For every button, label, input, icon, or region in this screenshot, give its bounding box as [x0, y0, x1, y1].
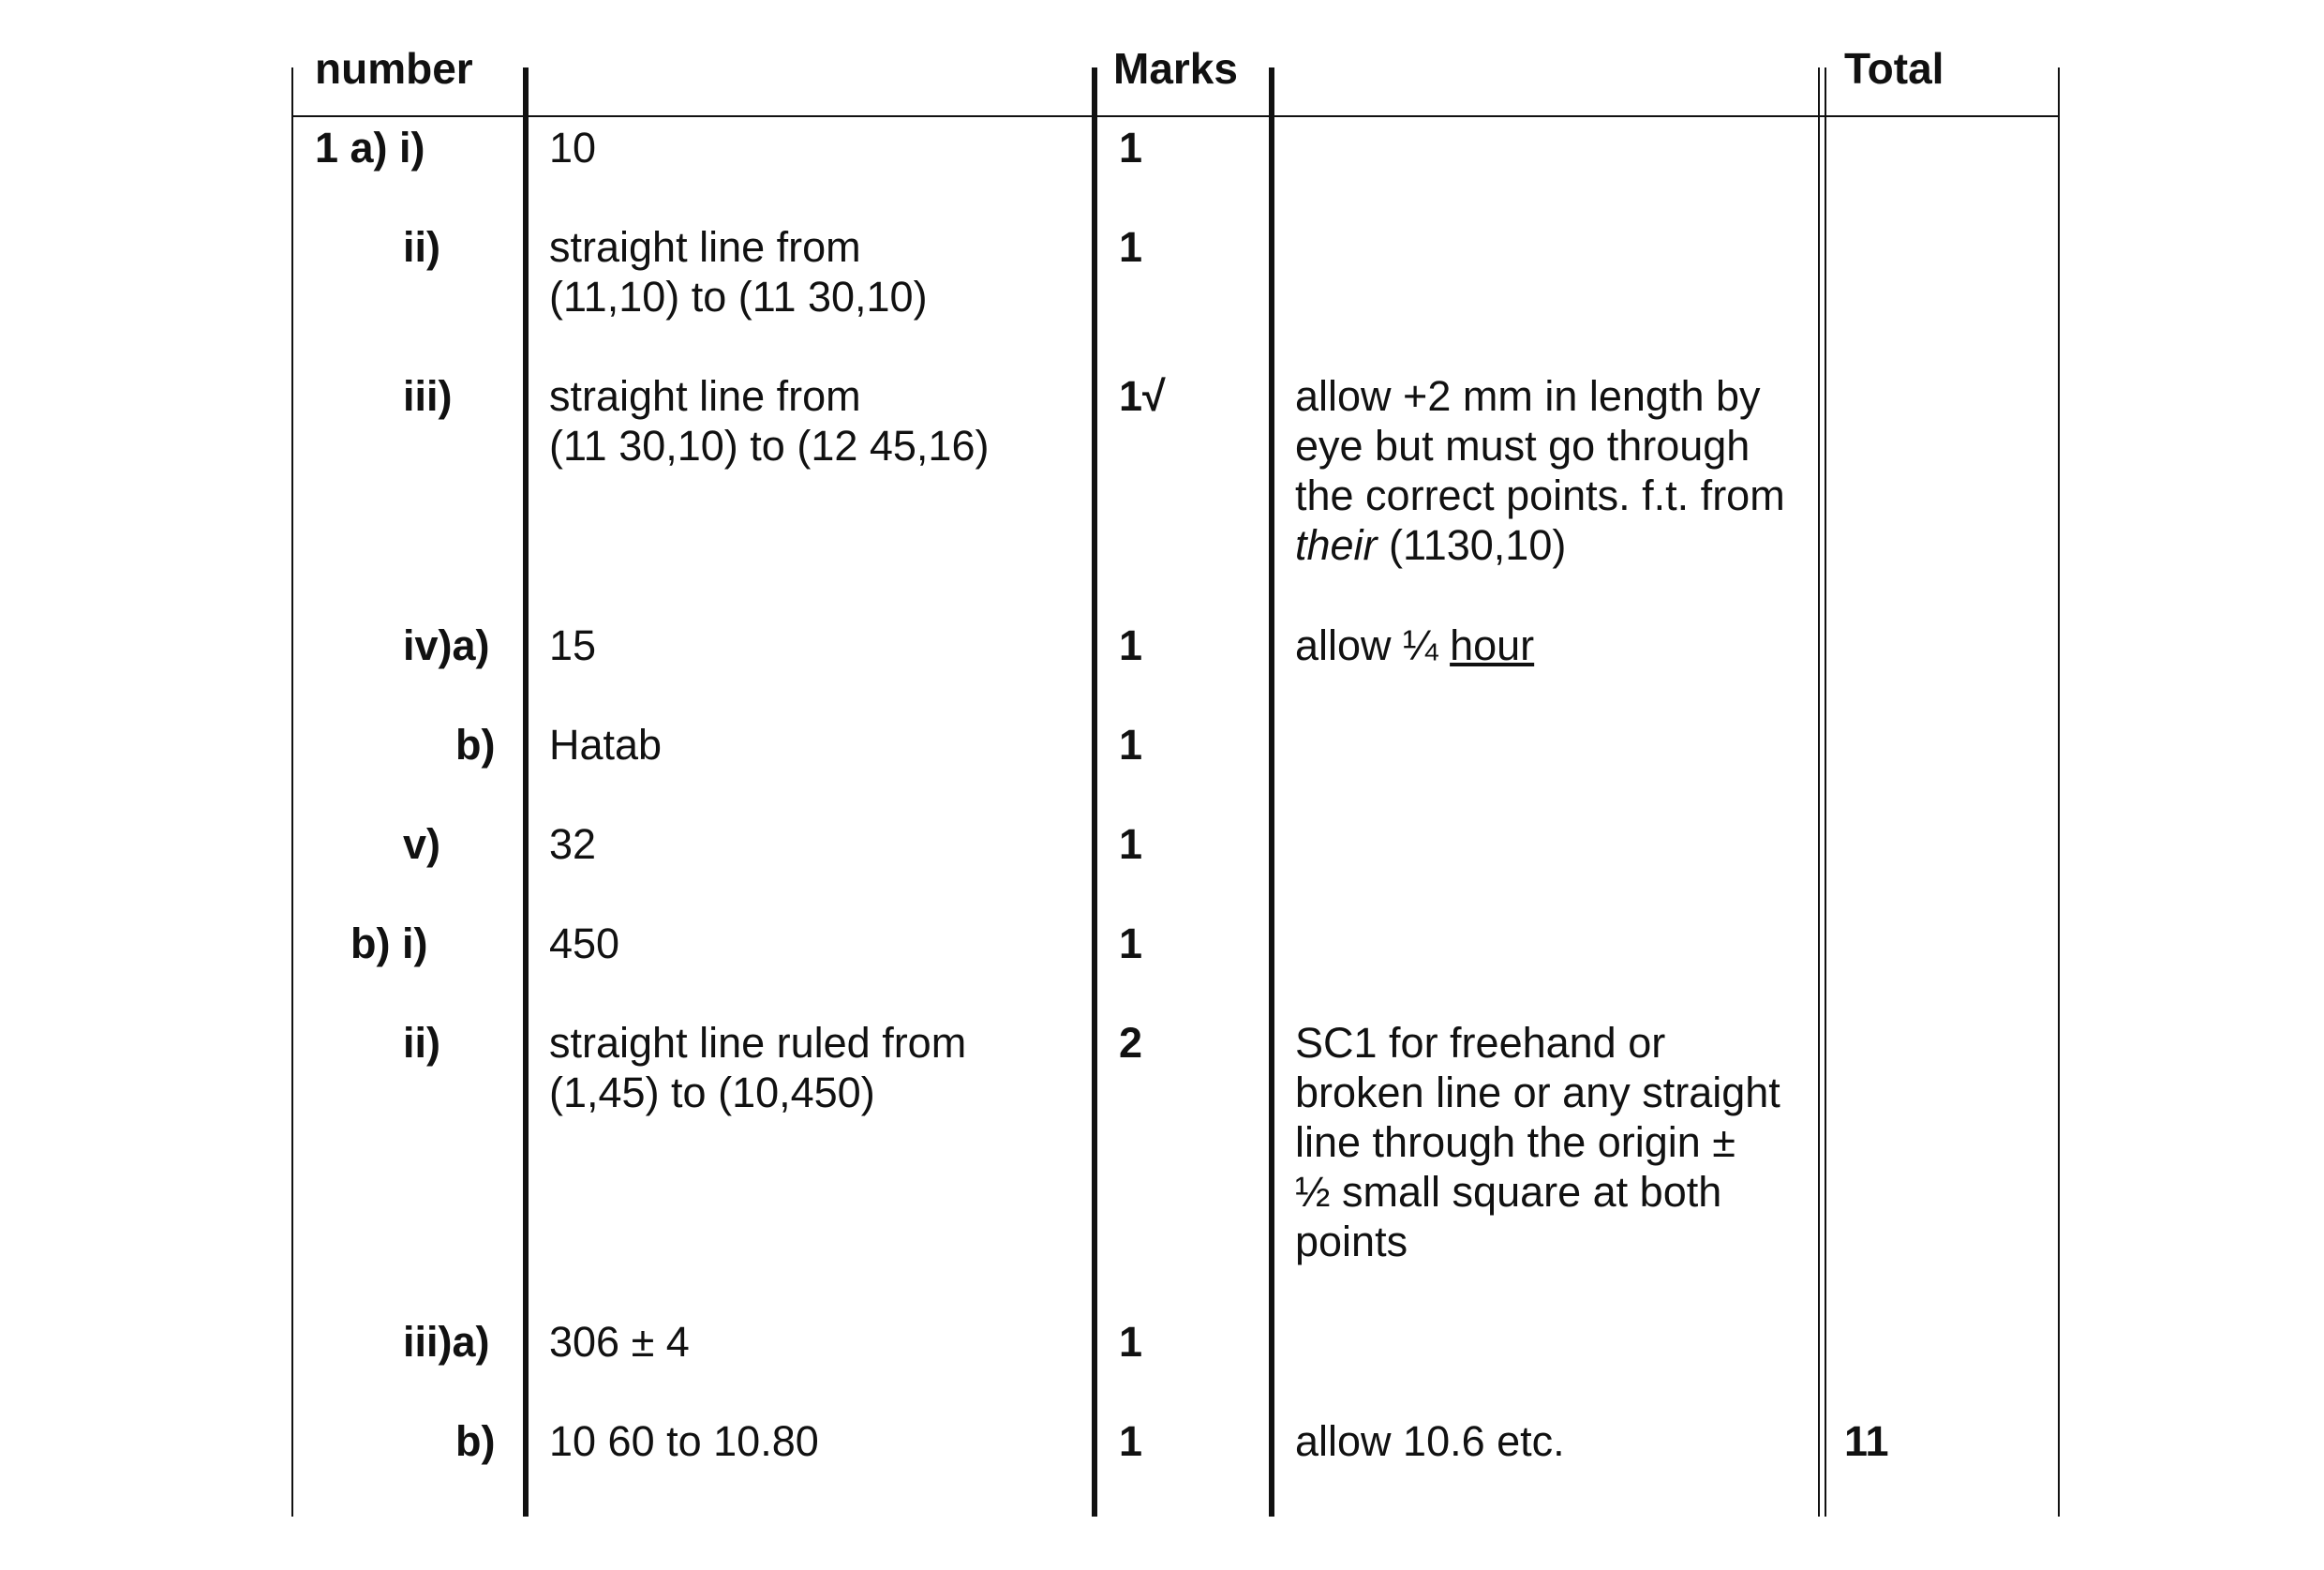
marks: 1: [1119, 1417, 1143, 1465]
answer: straight line from (11 30,10) to (12 45,16): [549, 372, 990, 470]
answer: 306 ± 4: [549, 1318, 690, 1366]
marks: 1: [1119, 124, 1143, 172]
column-divider-2: [1092, 67, 1097, 1517]
header-total: Total: [1844, 44, 1944, 84]
question-number: ii): [403, 223, 440, 271]
table-left-border: [291, 67, 293, 1517]
marks: 1: [1119, 820, 1143, 868]
marks: 1: [1119, 920, 1143, 967]
question-number: b) i): [350, 920, 428, 967]
marks: 1: [1119, 721, 1143, 769]
answer: straight line ruled from (1,45) to (10,450): [549, 1019, 967, 1116]
marks: 2: [1119, 1019, 1143, 1067]
column-divider-4: [1818, 67, 1826, 1517]
answer: straight line from (11,10) to (11 30,10): [549, 223, 928, 321]
marks: 1: [1119, 1318, 1143, 1366]
answer: 10: [549, 124, 597, 172]
guidance: allow ¼ hour: [1295, 621, 1535, 669]
answer: 10 60 to 10.80: [549, 1417, 819, 1465]
answer: 15: [549, 621, 597, 669]
guidance: allow 10.6 etc.: [1295, 1417, 1565, 1465]
question-number: v): [403, 820, 441, 868]
answer: 32: [549, 820, 597, 868]
answer: 450: [549, 920, 620, 967]
marks: 1√: [1119, 372, 1166, 420]
header-question-number: number: [315, 44, 473, 84]
question-number: ii): [403, 1019, 440, 1067]
header-divider: [292, 115, 2060, 117]
question-number: b): [455, 1417, 496, 1465]
column-divider-1: [523, 67, 529, 1517]
column-divider-3: [1269, 67, 1274, 1517]
question-number: iii)a): [403, 1318, 490, 1366]
question-number: 1 a) i): [315, 124, 425, 172]
marks: 1: [1119, 223, 1143, 271]
guidance: SC1 for freehand or broken line or any straight line through the origin ± ½ small square at both points: [1295, 1019, 1780, 1265]
answer: Hatab: [549, 721, 663, 769]
table-right-border: [2058, 67, 2060, 1517]
question-number: iii): [403, 372, 453, 420]
guidance: allow +2 mm in length by eye but must go through the correct points. f.t. from their (1130,10): [1295, 372, 1785, 569]
header-marks: Marks: [1113, 44, 1238, 84]
question-number: iv)a): [403, 621, 490, 669]
total: 11: [1844, 1417, 1889, 1465]
marks: 1: [1119, 621, 1143, 669]
question-number: b): [455, 721, 496, 769]
